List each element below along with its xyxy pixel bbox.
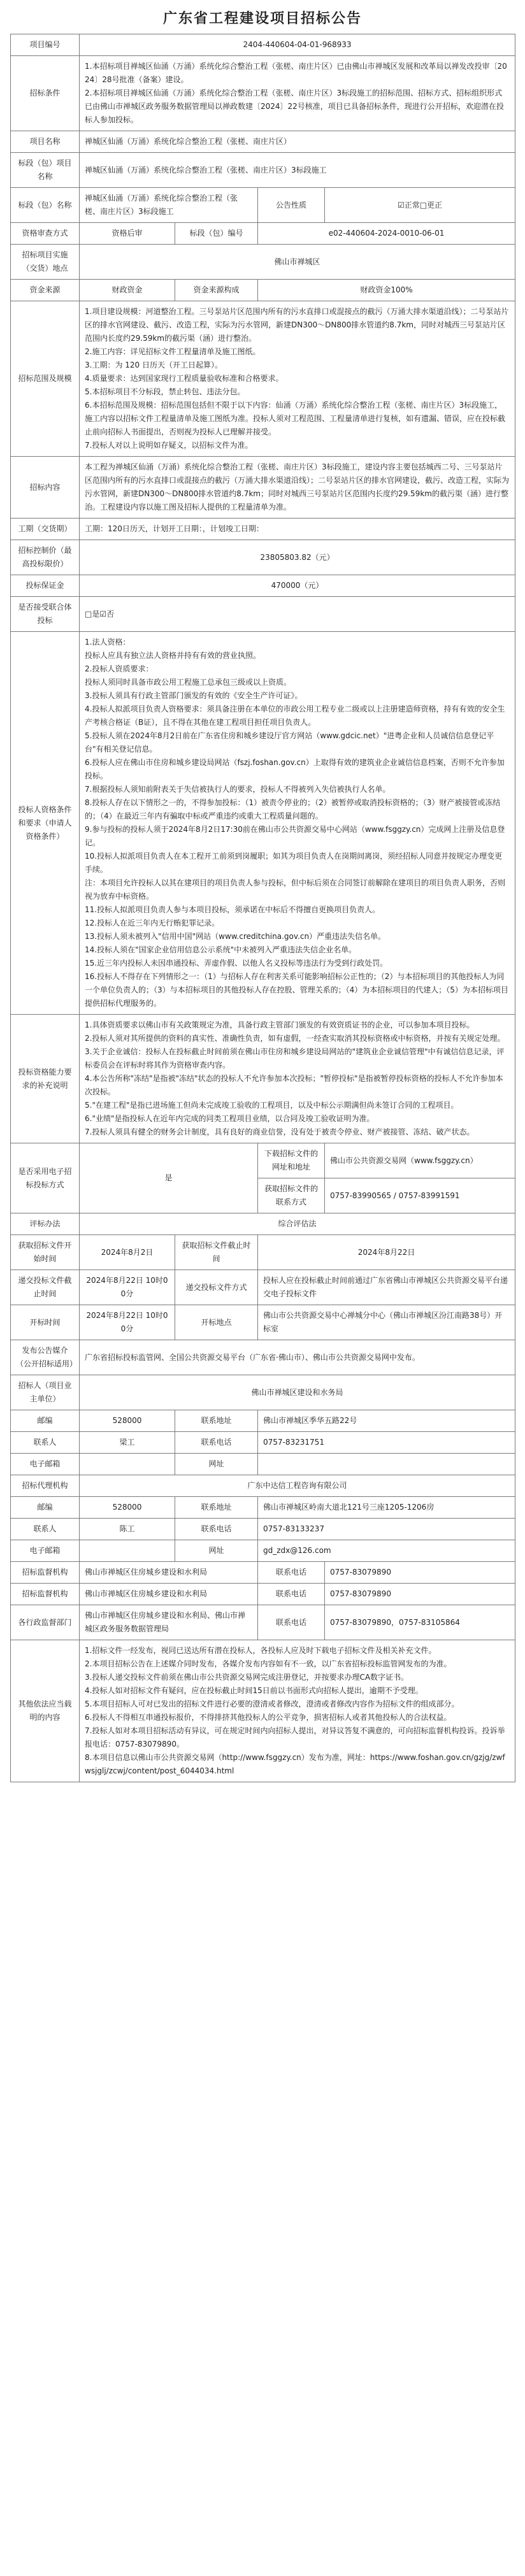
section-project-value: 禅城区仙涌（万涌）系统化综合整治工程（张槎、南庄片区）3标段施工 — [80, 153, 515, 188]
other-value — [80, 1640, 515, 1782]
row-tenderer — [11, 1375, 515, 1410]
paragraph: 14.投标人须在"国家企业信用信息公示系统"中未被列入严重违法失信企业名单。 — [85, 945, 357, 954]
field-label: 联系电话 — [258, 1584, 325, 1605]
price-value: 23805803.82（元） — [80, 540, 515, 575]
paragraph: 1.本招标项目禅城区仙涌（万涌）系统化综合整治工程（张槎、南庄片区）已由佛山市禅城区发展和改革局以禅发改投审〔2024〕28号批准（备案）建设。 — [85, 62, 507, 84]
field-label: 招标范围及规模 — [11, 301, 80, 457]
paragraph: 7.投标人对以上说明如存疑义，以招标文件为准。 — [85, 441, 253, 450]
row-content — [11, 457, 515, 519]
paragraph: 4.质量要求：达到国家现行工程质量验收标准和合格要求。 — [85, 374, 284, 383]
open-place-value: 佛山市公共资源交易中心禅城分中心（佛山市禅城区汾江南路38号）开标室 — [258, 1305, 515, 1340]
field-label: 联系电话 — [175, 1519, 258, 1540]
qualifications-value — [80, 632, 515, 1015]
project-name-value: 禅城区仙涌（万涌）系统化综合整治工程（张槎、南庄片区） — [80, 131, 515, 153]
paragraph: 11.投标人拟派项目负责人参与本项目投标，须承诺在中标后不得擅自更换项目负责人。 — [85, 905, 380, 914]
agency-web-value: gd_zdx@126.com — [258, 1540, 515, 1562]
supervisor-3-value: 佛山市禅城区住房城乡建设和水利局、佛山市禅城区政务服务数据管理局 — [80, 1605, 258, 1640]
field-label: 标段（包）编号 — [175, 223, 258, 245]
get-start-value: 2024年8月2日 — [80, 1235, 175, 1270]
paragraph: 4.投标人如对招标文件有疑问，应在投标截止时间15日前以书面形式向招标人提出，逾期不予受理。 — [85, 1686, 423, 1695]
row-agency-post — [11, 1497, 515, 1519]
field-label: 网址 — [175, 1540, 258, 1562]
download-site-link[interactable]: 佛山市公共资源交易网（www.fsggzy.cn） — [325, 1143, 515, 1178]
row-price — [11, 540, 515, 575]
row-consortium — [11, 597, 515, 632]
supervisor-2-value: 佛山市禅城区住房城乡建设和水利局 — [80, 1584, 258, 1605]
row-agency — [11, 1475, 515, 1497]
approval-value: 资格后审 — [80, 223, 175, 245]
row-agency-mail — [11, 1540, 515, 1562]
paragraph: 6.投标人不得相互串通投标报价，不得排挤其他投标人的公平竞争，损害招标人或者其他投标人的合法权益。 — [85, 1713, 452, 1722]
paragraph: 投标人应具有独立法人资格并持有有效的营业执照。 — [85, 651, 261, 660]
field-label: 投标人资格条件和要求（申请人资格条件） — [11, 632, 80, 1015]
field-label: 下载招标文件的网址和地址 — [258, 1143, 325, 1178]
section-name-value: 禅城区仙涌（万涌）系统化综合整治工程（张槎、南庄片区）3标段施工 — [80, 188, 258, 223]
row-location — [11, 245, 515, 280]
field-label: 项目编号 — [11, 34, 80, 56]
field-label: 标段（包）名称 — [11, 188, 80, 223]
field-label: 联系人 — [11, 1519, 80, 1540]
field-label: 招标代理机构 — [11, 1475, 80, 1497]
paragraph: 1.法人资格： — [85, 638, 131, 647]
row-submit — [11, 1270, 515, 1305]
paragraph: 6.本招标范围及规模：招标范围包括但不限于以下内容：仙涌（万涌）系统化综合整治工程（张槎、南庄片区）3标段施工，施工内容以招标文件工程量清单及施工图纸为准。投标人须对工程范围、工程量清单进行复核，如有遗漏、错误，应在投标截止前向招标人书面提出，否则视为投标人已理解并接受。 — [85, 401, 506, 436]
tenderer-address-value: 佛山市禅城区季华五路22号 — [258, 1410, 515, 1432]
row-section-project — [11, 153, 515, 188]
row-qualification-notes — [11, 1015, 515, 1143]
row-open — [11, 1305, 515, 1340]
row-section-name — [11, 188, 515, 223]
content-value: 本工程为禅城区仙涌（万涌）系统化综合整治工程（张槎、南庄片区）3标段施工，建设内容主要包括城西二号、三号泵站片区范围内所有的污水直排口或混接点的截污（万涌大排水渠道沿线）；二号泵站片区的排水官网建设，截污、改造工程，实际为污水管网，新建DN300～DN800排水管道约8.7km；同时对城西三号泵站片区范围内长度约29.59km的截污渠（涵）进行整治。工程建设内容以施工图及招标人提供的工程量清单为准。 — [80, 457, 515, 519]
field-label: 联系电话 — [258, 1605, 325, 1640]
agency-address-value: 佛山市禅城区岭南大道北121号三座1205-1206房 — [258, 1497, 515, 1519]
field-label: 公告性质 — [258, 188, 325, 223]
field-label: 联系人 — [11, 1432, 80, 1454]
paragraph: 3.关于企业诚信：投标人在投标截止时间前须在佛山市住房和城乡建设局网站的"建筑业企业诚信管理"中有诚信信息记录，评标委员会在评标时将其作为资格审查内容。 — [85, 1047, 505, 1070]
field-label: 电子邮箱 — [11, 1454, 80, 1475]
paragraph: 8.投标人存在以下情形之一的，不得参加投标：（1）被责令停业的；（2）被暂停或取消投标资格的；（3）财产被接管或冻结的；（4）在最近三年内有骗取中标或严重违约或重大工程质量问题的。 — [85, 798, 501, 820]
qualification-notes-value — [80, 1015, 515, 1143]
paragraph: 4.本公告所称"冻结"是指被"冻结"状态的投标人不允许参加本次投标；"暂停投标"是指被暂停投标资格的投标人不允许参加本次投标。 — [85, 1074, 503, 1096]
open-time-value: 2024年8月22日 10时00分 — [80, 1305, 175, 1340]
row-supervisor — [11, 1562, 515, 1584]
notice-table — [10, 34, 515, 1782]
paragraph: 13.投标人须未被列入"信用中国"网站（www.creditchina.gov.cn）严重违法失信名单。 — [85, 932, 386, 941]
field-label: 邮编 — [11, 1410, 80, 1432]
row-supervisor-3 — [11, 1605, 515, 1640]
paragraph: 7.投标人须具有健全的财务会计制度，具有良好的商业信誉，没有处于被责令停业、财产被接管、冻结、破产状态。 — [85, 1127, 475, 1136]
paragraph: 12.投标人在近三年内无行贿犯罪记录。 — [85, 919, 220, 927]
paragraph: 5.本项目招标人可对已发出的招标文件进行必要的澄清或者修改，澄清或者修改内容作为招标文件的组成部分。 — [85, 1699, 459, 1708]
paragraph: 2.本招标项目禅城区仙涌（万涌）系统化综合整治工程（张槎、南庄片区）3标段施工的招标范围、招标方式、招标组织形式已由佛山市禅城区政务服务数据管理局以禅政数建〔2024〕22号核准，项目已具备招标条件，现进行公开招标，欢迎潜在投标人参加投标。 — [85, 89, 504, 124]
tenderer-tel-value: 0757-83231751 — [258, 1432, 515, 1454]
paragraph: 5.投标人须在2024年8月2日前在广东省住房和城乡建设厅官方网站（www.gdcic.net）"进粤企业和人员诚信信息登记平台"有相关登记信息。 — [85, 731, 494, 754]
field-label: 发布公告媒介（公开招标适用） — [11, 1340, 80, 1375]
funds-source-value: 财政资金 — [80, 280, 175, 301]
row-get-time — [11, 1235, 515, 1270]
row-funds — [11, 280, 515, 301]
field-label: 资金来源 — [11, 280, 80, 301]
paragraph: 6."业绩"是指投标人在近年内完成的同类工程项目业绩，以合同及竣工验收证明为准。 — [85, 1114, 375, 1123]
paragraph: 3.工期：为 120 日历天（开工日起算）。 — [85, 361, 222, 369]
page-title: 广东省工程建设项目招标公告 — [162, 11, 362, 27]
tenderer-post-value: 528000 — [80, 1410, 175, 1432]
tenderer-contact-value: 梁工 — [80, 1432, 175, 1454]
field-label: 工期（交货期） — [11, 519, 80, 540]
field-label: 各行政监督部门 — [11, 1605, 80, 1640]
paragraph: 7.根据投标人须知前附表关于失信被执行人的要求，投标人不得被列入失信被执行人名单。 — [85, 785, 391, 794]
field-label: 获取招标文件截止时间 — [175, 1235, 258, 1270]
eval-value: 综合评估法 — [80, 1213, 515, 1235]
field-label: 招标条件 — [11, 56, 80, 131]
field-label: 邮编 — [11, 1497, 80, 1519]
duration-value: 工期：120日历天，计划开工日期：，计划竣工日期： — [80, 519, 515, 540]
paragraph: 6.投标人应在佛山市住房和城乡建设局网站（fszj.foshan.gov.cn）上取得有效的建筑业企业诚信信息档案，否则不允许参加投标。 — [85, 758, 505, 780]
paragraph: 16.投标人不得存在下列情形之一：（1）与招标人存在利害关系可能影响招标公正性的；（2）与本招标项目的其他投标人为同一个单位负责人的；（3）与本招标项目的其他投标人存在控股、管理关系的；（4）为本招标项目的代建人；（5）为本招标项目提供招标代理服务的。 — [85, 972, 508, 1008]
consortium-value: □是☑否 — [80, 597, 515, 632]
row-tenderer-contact — [11, 1432, 515, 1454]
agency-post-value: 528000 — [80, 1497, 175, 1519]
field-label: 联系地址 — [175, 1410, 258, 1432]
submit-method-value: 投标人应在投标截止时间前通过广东省佛山市禅城区公共资源交易平台递交电子投标文件 — [258, 1270, 515, 1305]
row-supervisor-2 — [11, 1584, 515, 1605]
row-project-name — [11, 131, 515, 153]
field-label: 电子邮箱 — [11, 1540, 80, 1562]
tenderer-value: 佛山市禅城区建设和水务局 — [80, 1375, 515, 1410]
paragraph[interactable]: 8.本项目信息以佛山市公共资源交易网（http://www.fsggzy.cn）发布为准，网址：https://www.foshan.gov.cn/gzjg/zwfwsjglj/zcwj/content/post_6044034.html — [85, 1753, 505, 1775]
field-label: 递交投标文件方式 — [175, 1270, 258, 1305]
notice-type-value: ☑正常□更正 — [325, 188, 515, 223]
conditions-value — [80, 56, 515, 131]
row-scope — [11, 301, 515, 457]
field-label: 资格审查方式 — [11, 223, 80, 245]
paragraph: 9.参与投标的投标人须于2024年8月2日17:30前在佛山市公共资源交易中心网站（www.fsggzy.cn）完成网上注册及信息登记。 — [85, 825, 505, 847]
paragraph: 10.投标人拟派项目负责人在本工程开工前须到岗履职；如其为项目负责人在岗期间离岗，须经招标人同意并按规定办理变更手续。 — [85, 852, 503, 874]
field-label: 招标项目实施（交货）地点 — [11, 245, 80, 280]
row-project-code — [11, 34, 515, 56]
paragraph: 7.投标人如对本项目招标活动有异议，可在规定时间内向招标人提出，对异议答复不满意的，可向招标监督机构投诉。投诉举报电话：0757-83079890。 — [85, 1726, 505, 1749]
paragraph: 2.投标人资质要求： — [85, 664, 154, 673]
row-tenderer-post — [11, 1410, 515, 1432]
row-duration — [11, 519, 515, 540]
row-deposit — [11, 575, 515, 597]
field-label: 开标时间 — [11, 1305, 80, 1340]
field-label: 开标地点 — [175, 1305, 258, 1340]
e-bid-value: 是 — [80, 1143, 258, 1213]
get-end-value: 2024年8月22日 — [258, 1235, 515, 1270]
field-label: 联系地址 — [175, 1497, 258, 1519]
field-label: 获取招标文件的联系方式 — [258, 1178, 325, 1213]
row-other — [11, 1640, 515, 1782]
field-label: 联系电话 — [258, 1562, 325, 1584]
paragraph: 2.本项目招标公告在上述媒介同时发布，各媒介发布内容如有不一致，以广东省招标投标监管网发布的为准。 — [85, 1659, 452, 1668]
paragraph: 5.本招标项目不分标段，禁止转包、违法分包。 — [85, 387, 245, 396]
section-code-value: e02-440604-2024-0010-06-01 — [258, 223, 515, 245]
field-label: 投标资格能力要求的补充说明 — [11, 1015, 80, 1143]
field-label: 招标人（项目业主单位） — [11, 1375, 80, 1410]
agency-contact-value: 陈工 — [80, 1519, 175, 1540]
field-label: 标段（包）项目名称 — [11, 153, 80, 188]
agency-value: 广东中达信工程咨询有限公司 — [80, 1475, 515, 1497]
paragraph: 3.投标人递交投标文件前须在佛山市公共资源交易网完成注册登记，并按要求办理CA数字证书。 — [85, 1673, 409, 1682]
tenderer-mail-value — [80, 1454, 175, 1475]
field-label: 投标保证金 — [11, 575, 80, 597]
field-label: 联系电话 — [175, 1432, 258, 1454]
row-approval — [11, 223, 515, 245]
paragraph: 1.具体资质要求以佛山市有关政策规定为准，具备行政主管部门颁发的有效资质证书的企业，可以参加本项目投标。 — [85, 1020, 475, 1029]
scope-value — [80, 301, 515, 457]
field-label: 招标监督机构 — [11, 1562, 80, 1584]
agency-mail-value — [80, 1540, 175, 1562]
tenderer-web-value — [258, 1454, 515, 1475]
field-label: 递交投标文件截止时间 — [11, 1270, 80, 1305]
paragraph: 1.项目建设规模：河道整治工程。三号泵站片区范围内所有的污水直排口或混接点的截污（万涌大排水渠道沿线）；二号泵站片区的排水官网建设、截污、改造工程，实际为污水管网，新建DN300～DN800排水管道约8.7km，同时对城西三号泵站片区范围内长度约29.59km的截污渠（涵）进行整治。 — [85, 307, 509, 343]
paragraph: 投标人须同时具备市政公用工程施工总承包三级或以上资质。 — [85, 678, 292, 687]
e-bid-contact-value: 0757-83990565 / 0757-83991591 — [325, 1178, 515, 1213]
paragraph: 5."在建工程"是指已进场施工但尚未完成竣工验收的工程项目，以及中标公示期满但尚未签订合同的工程项目。 — [85, 1101, 459, 1110]
paragraph: 2.施工内容：详见招标文件工程量清单及施工图纸。 — [85, 347, 261, 356]
field-label: 评标办法 — [11, 1213, 80, 1235]
field-label: 资金来源构成 — [175, 280, 258, 301]
row-agency-contact — [11, 1519, 515, 1540]
supervisor-3-tel-value: 0757-83079890，0757-83105864 — [325, 1605, 515, 1640]
field-label: 其他依法应当载明的内容 — [11, 1640, 80, 1782]
row-e-bid — [11, 1143, 515, 1178]
submit-end-value: 2024年8月22日 10时00分 — [80, 1270, 175, 1305]
funds-ratio-value: 财政资金100% — [258, 280, 515, 301]
deposit-value: 470000（元） — [80, 575, 515, 597]
supervisor-2-tel-value: 0757-83079890 — [325, 1584, 515, 1605]
field-label: 项目名称 — [11, 131, 80, 153]
field-label: 网址 — [175, 1454, 258, 1475]
agency-tel-value: 0757-83133237 — [258, 1519, 515, 1540]
paragraph: 4.投标人拟派项目负责人资格要求：须具备注册在本单位的市政公用工程专业二级或以上注册建造师资格，持有有效的安全生产考核合格证（B证），且不得在其他在建工程项目担任项目负责人。 — [85, 705, 505, 727]
paragraph: 15.近三年内投标人未因串通投标、弄虚作假、以他人名义投标等违法行为受到行政处罚。 — [85, 959, 388, 968]
row-conditions — [11, 56, 515, 131]
media-value: 广东省招标投标监管网、全国公共资源交易平台（广东省·佛山市）、佛山市公共资源交易网中发布。 — [80, 1340, 515, 1375]
paragraph: 注：本项目允许投标人以其在建项目的项目负责人参与投标，但中标后须在合同签订前解除在建项目的项目负责人职务，否则视为放弃中标资格。 — [85, 878, 506, 901]
field-label: 获取招标文件开始时间 — [11, 1235, 80, 1270]
field-label: 是否采用电子招标投标方式 — [11, 1143, 80, 1213]
field-label: 是否接受联合体投标 — [11, 597, 80, 632]
paragraph: 2.投标人须对其所提供的资料的真实性、准确性负责，如有虚假，一经查实取消其投标资格或中标资格，并按有关规定处理。 — [85, 1034, 505, 1043]
field-label: 招标控制价（最高投标限价） — [11, 540, 80, 575]
row-eval — [11, 1213, 515, 1235]
paragraph: 3.投标人须具有行政主管部门颁发的有效的《安全生产许可证》。 — [85, 691, 303, 700]
location-value: 佛山市禅城区 — [80, 245, 515, 280]
supervisor-value: 佛山市禅城区住房城乡建设和水利局 — [80, 1562, 258, 1584]
paragraph: 1.招标文件一经发布，视同已送达所有潜在投标人，各投标人应及时下载电子招标文件及相关补充文件。 — [85, 1646, 436, 1655]
row-qualifications — [11, 632, 515, 1015]
row-tenderer-mail — [11, 1454, 515, 1475]
field-label: 招标监督机构 — [11, 1584, 80, 1605]
row-media — [11, 1340, 515, 1375]
project-code-value: 2404-440604-04-01-968933 — [80, 34, 515, 56]
field-label: 招标内容 — [11, 457, 80, 519]
supervisor-tel-value: 0757-83079890 — [325, 1562, 515, 1584]
